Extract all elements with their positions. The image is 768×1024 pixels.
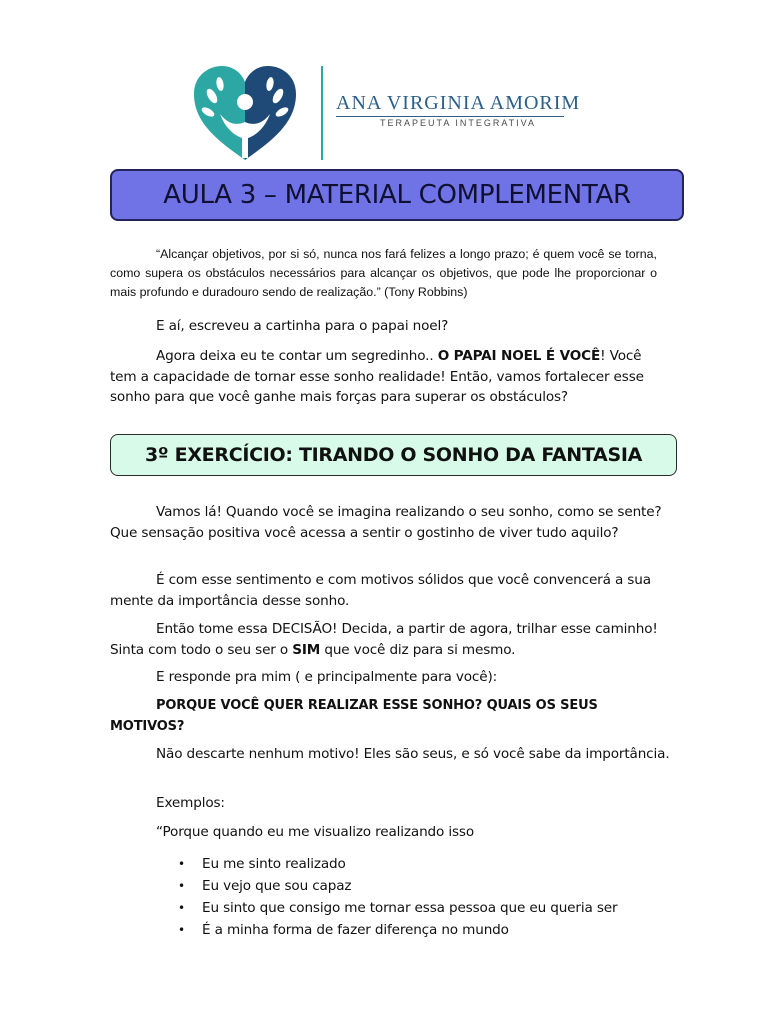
body-p3-after: que você diz para si mesmo. [320, 641, 516, 658]
examples-intro: “Porque quando eu me visualizo realizando isso [156, 824, 475, 840]
bullet-icon: • [178, 857, 185, 871]
body-paragraph-5: Não descarte nenhum motivo! Eles são seus, e só você sabe da importância. [156, 746, 670, 762]
opening-quote: “Alcançar objetivos, por si só, nunca nos fará felizes a longo prazo; é quem você se torna, como supera os obstáculos necessários para alcançar os objetivos, que pode lhe proporcionar o mais profundo e duradouro sendo de realização.” (Tony Robbins) [110, 247, 657, 299]
brand-underline [336, 116, 564, 117]
bullet-icon: • [178, 901, 185, 915]
intro-text-after: ! Você tem a capacidade de tornar esse sonho realidade! Então, vamos fortalecer esse sonho para que você ganhe mais forças para superar os obstáculos? [110, 348, 644, 405]
body-paragraph-3 [110, 619, 670, 660]
brand-subtitle: TERAPEUTA INTEGRATIVA [380, 118, 537, 128]
motives-question: PORQUE VOCÊ QUER REALIZAR ESSE SONHO? QUAIS OS SEUS MOTIVOS? [110, 698, 598, 734]
list-item: • Eu vejo que sou capaz [178, 875, 678, 897]
body-paragraph-2: É com esse sentimento e com motivos sólidos que você convencerá a sua mente da importância desse sonho. [110, 572, 651, 609]
exercise-title-box [110, 434, 677, 476]
heart-tree-person-logo-icon [190, 62, 300, 164]
intro-paragraph-1: E aí, escreveu a cartinha para o papai noel? [156, 318, 449, 334]
list-item: • Eu me sinto realizado [178, 853, 678, 875]
lesson-title: AULA 3 – MATERIAL COMPLEMENTAR [163, 180, 631, 210]
examples-label: Exemplos: [156, 795, 225, 811]
body-p3-before: Então tome essa DECISÃO! Decida, a partir de agora, trilhar esse caminho! Sinta com todo o seu ser o [110, 621, 658, 658]
body-p3-bold: SIM [292, 641, 321, 658]
examples-list [178, 853, 678, 941]
bullet-icon: • [178, 923, 185, 937]
intro-paragraph-2 [110, 346, 670, 408]
list-item: • É a minha forma de fazer diferença no mundo [178, 919, 678, 941]
body-paragraph-1: Vamos lá! Quando você se imagina realizando o seu sonho, como se sente? Que sensação positiva você acessa a sentir o gostinho de viver tudo aquilo? [110, 504, 662, 541]
bullet-icon: • [178, 879, 185, 893]
header-divider [321, 66, 323, 160]
exercise-title: 3º EXERCÍCIO: TIRANDO O SONHO DA FANTASIA [145, 444, 642, 466]
intro-text-before: Agora deixa eu te contar um segredinho.. [156, 348, 438, 364]
body-paragraph-4: E responde pra mim ( e principalmente para você): [156, 669, 498, 685]
lesson-title-box [110, 169, 684, 221]
brand-name: ANA VIRGINIA AMORIM [336, 92, 581, 114]
intro-text-bold: O PAPAI NOEL É VOCÊ [437, 348, 601, 364]
list-item: • Eu sinto que consigo me tornar essa pessoa que eu queria ser [178, 897, 678, 919]
